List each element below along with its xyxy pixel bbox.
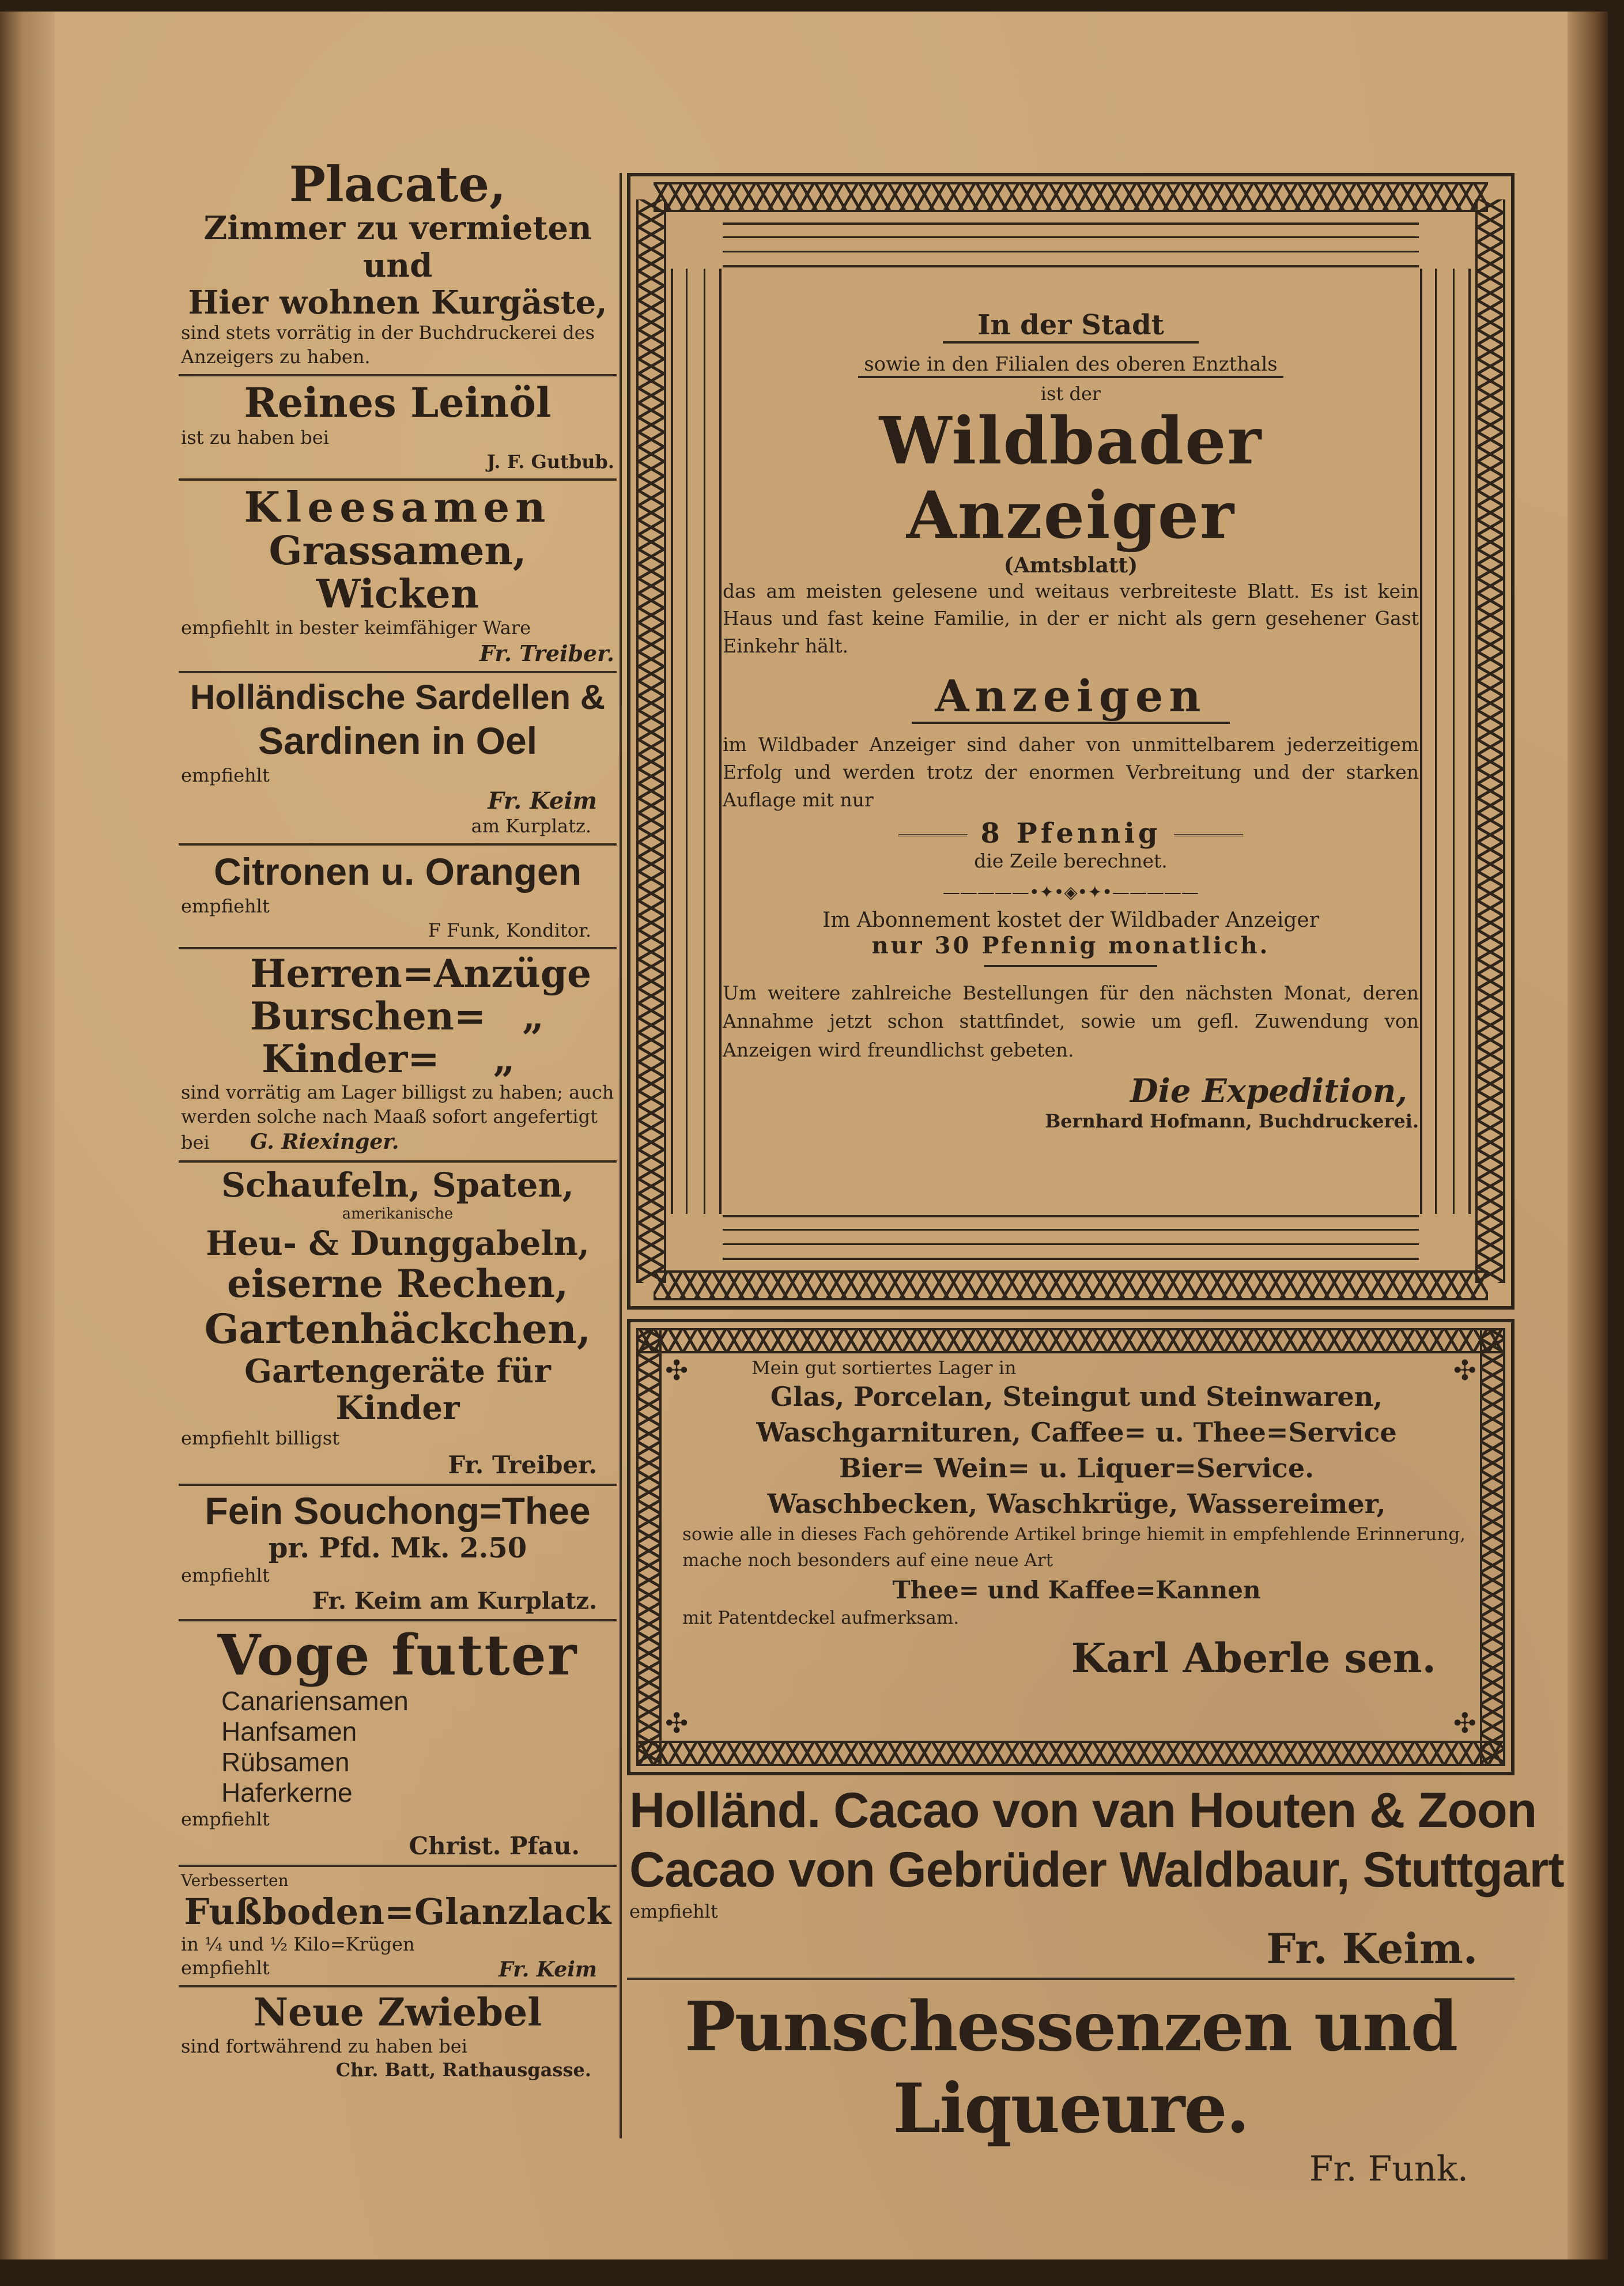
ad-text: empfiehlt bbox=[181, 1808, 270, 1831]
ad-box-anzeiger bbox=[627, 173, 1515, 1310]
aberle-line: Glas, Porcelan, Steingut und Steinwaren, bbox=[770, 1381, 1383, 1412]
aberle-content bbox=[682, 1357, 1471, 1682]
border-ornament-bottom bbox=[654, 1270, 1488, 1300]
anzeiger-heading-text: Anzeigen bbox=[912, 670, 1229, 724]
ad-text: ist zu haben bei bbox=[181, 427, 329, 449]
corner-star-icon: ✣ bbox=[665, 1707, 689, 1740]
ad-line bbox=[181, 1038, 614, 1081]
ad-text: sind stets vorrätig in der Buchdruckerei des Anzeigers zu haben. bbox=[181, 322, 595, 368]
divider-rule bbox=[984, 965, 1157, 967]
ad-text: empfiehlt bbox=[181, 1957, 270, 1979]
ad-line-text: Kinder= bbox=[262, 1036, 440, 1082]
ad-title: Herren=Anzüge bbox=[250, 951, 591, 997]
ad-line: Gartengeräte für Kinder bbox=[244, 1352, 551, 1428]
ad-line-text: Burschen= bbox=[250, 994, 486, 1039]
ad-line: Sardinen in Oel bbox=[258, 719, 538, 762]
anzeiger-heading bbox=[723, 670, 1419, 722]
price-rule bbox=[898, 834, 968, 836]
ad-seller-address: am Kurplatz. bbox=[471, 815, 591, 838]
ad-kleesamen bbox=[179, 481, 617, 673]
anzeiger-head-text: sowie in den Filialen des oberen Enzthals bbox=[858, 353, 1283, 378]
list-item: Hanfsamen bbox=[221, 1716, 357, 1746]
ad-title: Punschessenzen und Liqueure. bbox=[684, 1986, 1457, 2148]
ad-line: Verbesserten bbox=[181, 1871, 289, 1891]
price-rule bbox=[1174, 834, 1243, 836]
ad-cacao bbox=[627, 1775, 1564, 1980]
ad-text: empfiehlt in bester keimfähiger Ware bbox=[181, 617, 531, 639]
ad-text-row bbox=[181, 1956, 614, 1981]
book-spine-shadow bbox=[0, 12, 55, 2259]
ad-seller: J. F. Gutbub. bbox=[486, 450, 614, 473]
ad-text: empfiehlt bbox=[181, 1564, 270, 1586]
ad-seller: G. Riexinger. bbox=[250, 1130, 399, 1155]
aberle-line: Waschgarnituren, Caffee= u. Thee=Service bbox=[756, 1417, 1397, 1448]
anzeiger-head bbox=[723, 309, 1419, 341]
anzeiger-subtitle: (Amtsblatt) bbox=[1003, 553, 1138, 578]
ditto-mark: „ bbox=[493, 1036, 515, 1082]
ad-thee bbox=[179, 1486, 617, 1621]
ad-seller: Chr. Batt, Rathausgasse. bbox=[335, 2059, 591, 2081]
anzeiger-head-text: In der Stadt bbox=[943, 309, 1199, 344]
ad-schaufeln bbox=[179, 1163, 617, 1486]
anzeiger-paragraph: Um weitere zahlreiche Bestellungen für den nächsten Monat, deren Annahme jetzt schon stattfindet, sowie um gefl. Zuwendung von Anzeigen wird freundlichst gebeten. bbox=[723, 981, 1419, 1061]
border-ornament-top bbox=[654, 182, 1488, 212]
ad-glanzlack bbox=[179, 1867, 617, 1987]
border-ornament-left bbox=[636, 199, 666, 1283]
border-ornament-right bbox=[1475, 199, 1505, 1283]
anzeiger-title: Wildbader Anzeiger bbox=[879, 403, 1263, 553]
border-ornament-right bbox=[1480, 1328, 1505, 1766]
border-ornament-bottom bbox=[636, 1741, 1505, 1766]
ad-seller: F Funk, Konditor. bbox=[428, 919, 591, 941]
list-item: Rübsamen bbox=[221, 1746, 350, 1777]
ad-line: amerikanische bbox=[342, 1205, 454, 1223]
aberle-intro: Mein gut sortiertes Lager in bbox=[751, 1357, 1017, 1379]
ad-line: Wicken bbox=[316, 571, 479, 618]
ad-title: Reines Leinöl bbox=[244, 378, 552, 427]
ad-seller: Fr. Funk. bbox=[1309, 2149, 1468, 2190]
ad-leinoel bbox=[179, 376, 617, 481]
anzeiger-abo-price: nur 30 Pfennig monatlich. bbox=[871, 931, 1270, 959]
ad-text: sind fortwährend zu haben bei bbox=[181, 2035, 467, 2057]
ad-zwiebel bbox=[179, 1987, 617, 2087]
anzeiger-abo: Im Abonnement kostet der Wildbader Anzeiger bbox=[822, 908, 1319, 932]
ad-line: Zimmer zu vermieten und bbox=[203, 209, 592, 285]
ad-title: Placate, bbox=[289, 156, 507, 213]
anzeiger-content bbox=[723, 309, 1419, 1132]
anzeiger-head: ist der bbox=[1040, 383, 1101, 405]
anzeiger-head bbox=[723, 353, 1419, 376]
column-rule bbox=[620, 173, 622, 2138]
ad-title: Neue Zwiebel bbox=[253, 1989, 542, 2035]
ad-seller: Fr. Treiber. bbox=[479, 640, 614, 666]
border-lines-right bbox=[1420, 269, 1471, 1214]
left-ad-column bbox=[179, 156, 617, 2087]
ad-line: Gartenhäckchen, bbox=[204, 1305, 591, 1353]
ad-title: Fein Souchong=Thee bbox=[205, 1489, 591, 1532]
ad-line: eiserne Rechen, bbox=[227, 1261, 568, 1307]
border-ornament-left bbox=[636, 1328, 662, 1766]
corner-star-icon: ✣ bbox=[665, 1355, 689, 1387]
anzeiger-paragraph: die Zeile berechnet. bbox=[974, 849, 1168, 872]
aberle-signature: Karl Aberle sen. bbox=[1071, 1634, 1436, 1683]
ad-seller: Christ. Pfau. bbox=[409, 1832, 580, 1861]
ad-title: Citronen u. Orangen bbox=[213, 850, 582, 893]
ad-price: pr. Pfd. Mk. 2.50 bbox=[268, 1531, 527, 1564]
ad-title: Fußboden=Glanzlack bbox=[184, 1891, 611, 1933]
ad-seller: Fr. Keim. bbox=[1266, 1923, 1478, 1973]
ad-text: empfiehlt bbox=[181, 764, 270, 786]
ad-title: Schaufeln, Spaten, bbox=[221, 1165, 574, 1205]
item-list bbox=[181, 1686, 614, 1808]
ad-placate bbox=[179, 156, 617, 376]
aberle-line: Bier= Wein= u. Liquer=Service. bbox=[839, 1453, 1315, 1484]
anzeiger-signature: Die Expedition, bbox=[1130, 1072, 1407, 1111]
ad-vogelfutter bbox=[179, 1621, 617, 1867]
ad-title: Holländische Sardellen & bbox=[190, 677, 606, 716]
ad-text-body: sind vorrätig am Lager billigst zu haben; auch werden solche nach Maaß sofort angefertigt bei bbox=[181, 1081, 614, 1154]
aberle-paragraph: sowie alle in dieses Fach gehörende Artikel bringe hiemit in empfehlende Erinnerung, mache noch besonders auf eine neue Art bbox=[682, 1524, 1466, 1571]
ditto-mark: „ bbox=[522, 994, 545, 1039]
aberle-line: Waschbecken, Waschkrüge, Wassereimer, bbox=[767, 1488, 1386, 1520]
anzeiger-paragraph: das am meisten gelesene und weitaus verbreiteste Blatt. Es ist kein Haus und fast keine Familie, in der er nicht als gern gesehener Gast Einkehr hält. bbox=[723, 579, 1419, 658]
ad-sardellen bbox=[179, 673, 617, 846]
aberle-paragraph: mit Patentdeckel aufmerksam. bbox=[682, 1608, 960, 1629]
anzeiger-signature-sub: Bernhard Hofmann, Buchdruckerei. bbox=[1045, 1110, 1419, 1133]
ad-text: empfiehlt bbox=[181, 895, 270, 918]
divider-ornament: —————•✦•◈•✦•————— bbox=[942, 882, 1199, 903]
ad-line: Hier wohnen Kurgäste, bbox=[188, 283, 607, 322]
border-lines-left bbox=[671, 269, 722, 1214]
price-text: 8 Pfennig bbox=[980, 817, 1161, 850]
border-ornament-top bbox=[636, 1328, 1505, 1353]
corner-star-icon: ✣ bbox=[1453, 1707, 1476, 1740]
ad-line: in ¼ und ½ Kilo=Krügen bbox=[181, 1933, 415, 1955]
ad-box-aberle bbox=[627, 1319, 1515, 1775]
border-lines-top bbox=[723, 222, 1419, 267]
anzeiger-price bbox=[723, 817, 1419, 850]
ad-title: Holländ. Cacao von van Houten & Zoon bbox=[629, 1783, 1537, 1838]
newspaper-page bbox=[0, 12, 1608, 2259]
ad-text: empfiehlt billigst bbox=[181, 1427, 340, 1450]
anzeiger-paragraph: im Wildbader Anzeiger sind daher von unmittelbarem jederzeitigem Erfolg und werden trotz der enormen Verbreitung und der starken Auflage mit nur bbox=[723, 733, 1419, 811]
ad-seller: Fr. Keim am Kurplatz. bbox=[312, 1587, 597, 1615]
border-lines-bottom bbox=[723, 1215, 1419, 1260]
ad-line: Cacao von Gebrüder Waldbaur, Stuttgart bbox=[629, 1842, 1564, 1898]
ad-punsch bbox=[627, 1980, 1515, 2189]
ad-title: Voge futter bbox=[217, 1623, 578, 1688]
ad-text bbox=[181, 1081, 614, 1156]
corner-star-icon: ✣ bbox=[1453, 1355, 1476, 1387]
ad-anzuege bbox=[179, 949, 617, 1163]
list-item: Haferkerne bbox=[221, 1777, 353, 1808]
ad-citronen bbox=[179, 846, 617, 949]
ad-line: Grassamen, bbox=[269, 528, 527, 575]
ad-title: Kleesamen bbox=[244, 482, 552, 532]
ad-line: Heu- & Dunggabeln, bbox=[206, 1223, 590, 1263]
page-edge-shadow bbox=[1568, 12, 1608, 2259]
ad-seller: Fr. Keim bbox=[498, 1957, 597, 1982]
ad-seller: Fr. Treiber. bbox=[448, 1451, 597, 1479]
right-ad-column bbox=[627, 173, 1564, 2190]
list-item: Canariensamen bbox=[221, 1685, 409, 1716]
ad-seller: Fr. Keim bbox=[488, 787, 597, 815]
ad-line bbox=[181, 995, 614, 1038]
ad-text: empfiehlt bbox=[629, 1900, 718, 1923]
aberle-line: Thee= und Kaffee=Kannen bbox=[892, 1576, 1261, 1605]
